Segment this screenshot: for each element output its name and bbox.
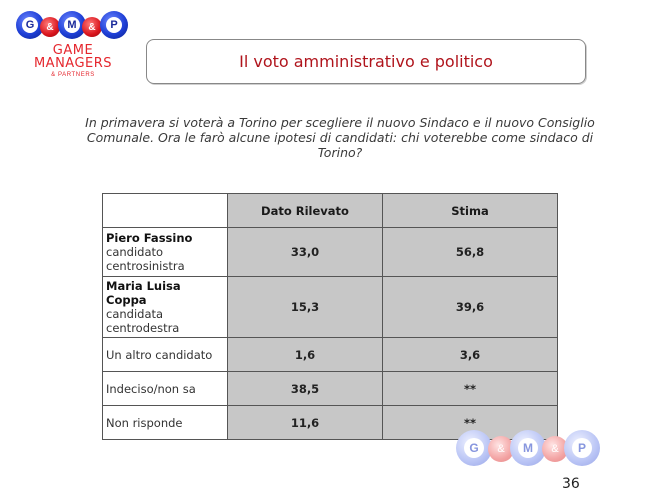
stima-value: ** [383, 372, 558, 406]
dato-value: 1,6 [228, 338, 383, 372]
row-label: Un altro candidato [103, 338, 228, 372]
footer-ball-g: G [456, 430, 492, 466]
slide-title: Il voto amministrativo e politico [239, 52, 493, 71]
logo-ball-m: M [58, 11, 86, 39]
header-stima: Stima [383, 194, 558, 228]
page-number: 36 [562, 476, 580, 492]
stima-value: 39,6 [383, 277, 558, 338]
table-row [103, 372, 558, 406]
slide-title-box [146, 39, 586, 84]
row-label [103, 277, 228, 338]
candidate-name: Piero Fassino [106, 231, 193, 245]
stima-value: 3,6 [383, 338, 558, 372]
candidate-desc: candidato centrosinistra [106, 245, 185, 273]
logo-ball-p: P [100, 11, 128, 39]
dato-value: 11,6 [228, 406, 383, 440]
table-header-row [103, 194, 558, 228]
table-row [103, 228, 558, 277]
company-logo [14, 8, 132, 88]
footer-ball-m: M [510, 430, 546, 466]
row-label: Non risponde [103, 406, 228, 440]
row-label [103, 228, 228, 277]
logo-balls [14, 8, 132, 42]
header-dato-rilevato: Dato Rilevato [228, 194, 383, 228]
footer-ball-amp-2: & [542, 436, 568, 462]
results-table [102, 193, 558, 440]
dato-value: 38,5 [228, 372, 383, 406]
logo-ball-amp: & [40, 17, 60, 37]
dato-value: 33,0 [228, 228, 383, 277]
footer-logo [456, 430, 634, 466]
header-blank [103, 194, 228, 228]
table-row [103, 338, 558, 372]
candidate-desc: candidata centrodestra [106, 307, 180, 335]
logo-ball-g: G [16, 11, 44, 39]
logo-ball-amp-2: & [82, 17, 102, 37]
dato-value: 15,3 [228, 277, 383, 338]
logo-subtitle: & PARTNERS [51, 72, 95, 78]
footer-ball-p: P [564, 430, 600, 466]
row-label: Indeciso/non sa [103, 372, 228, 406]
stima-value: 56,8 [383, 228, 558, 277]
footer-ball-amp: & [488, 436, 514, 462]
table-row [103, 277, 558, 338]
stima-value: ** [383, 406, 558, 440]
logo-name: GAME MANAGERS [33, 43, 113, 71]
candidate-name: Maria Luisa Coppa [106, 279, 181, 307]
survey-question: In primavera si voterà a Torino per scegliere il nuovo Sindaco e il nuovo Consiglio Comunale. Ora le farò alcune ipotesi di candidati: chi voterebbe come sindaco di Torino? [85, 115, 595, 160]
